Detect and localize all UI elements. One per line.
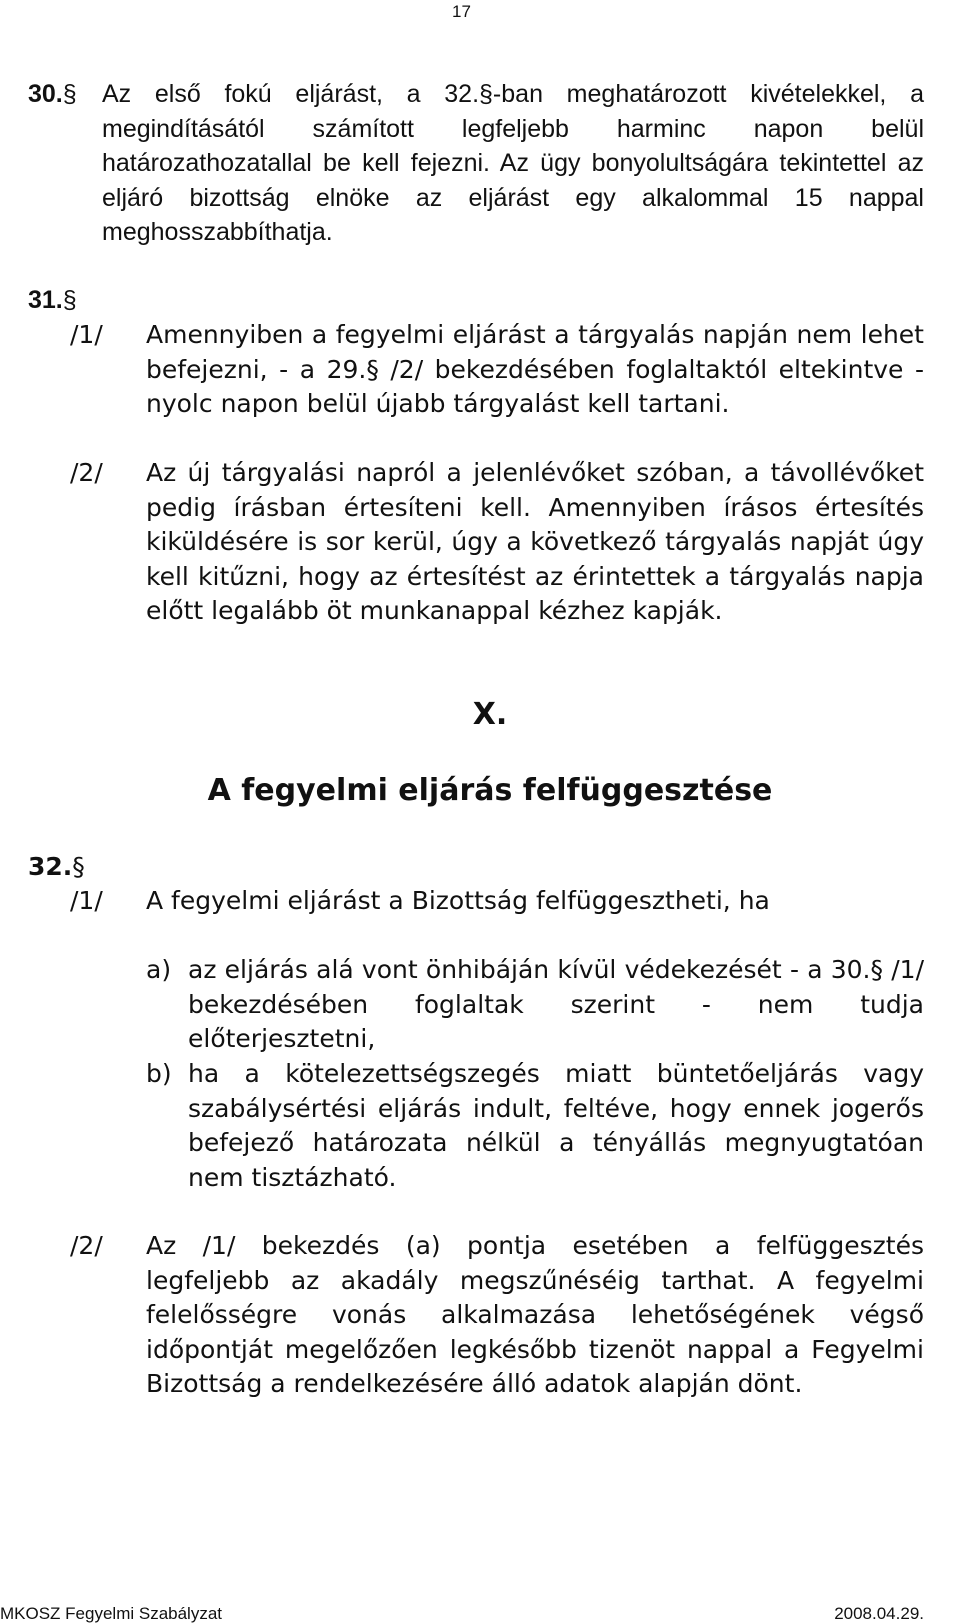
item-b-label: b) [146, 1059, 172, 1088]
chapter-title: A fegyelmi eljárás felfüggesztése [207, 773, 773, 808]
section-31-num-text: 31. [28, 286, 63, 314]
section-31-p1-text: Amennyiben a fegyelmi eljárást a tárgyalás napján nem lehet befejezni, - a 29.§ /2/ bekezdésében foglaltaktól eltekintve - nyolc napon belül újabb tárgyalást kell tartani. [146, 320, 924, 418]
section-32-number [28, 850, 85, 885]
section-32-num-text: 32. [28, 852, 73, 881]
section-32-p2-text: Az /1/ bekezdés (a) pontja esetében a felfüggesztés legfeljebb az akadály megszűnéséig tarthat. A fegyelmi felelősségre vonás alkalmazása lehetőségének végső időpontját megelőzően legkésőbb tizenöt nappal a Fegyelmi Bizottság a rendelkezésére álló adatok alapján dönt. [146, 1231, 924, 1398]
section-30-number [28, 77, 77, 112]
page-number: 17 [452, 2, 471, 21]
section-30-text: Az első fokú eljárást, a 32.§-ban meghatározott kivételekkel, a megindításától számított legfeljebb harminc napon belül határozathozatallal be kell fejezni. Az ügy bonyolultságára tekintettel az eljáró bizottság elnöke az eljárást egy alkalommal 15 nappal meghosszabbíthatja. [102, 80, 924, 246]
section-sign-icon: § [72, 852, 85, 881]
item-b-text: ha a kötelezettségszegés miatt büntetőeljárás vagy szabálysértési eljárás indult, feltéve, hogy ennek jogerős befejező határozata nélkül a tényállás megnyugtatóan nem tisztázható. [188, 1059, 924, 1192]
footer-right: 2008.04.29. [834, 1604, 924, 1623]
section-31-p2-text: Az új tárgyalási napról a jelenlévőket szóban, a távollévőket pedig írásban értesíteni kell. Amennyiben írásos értesítés kiküldésére is sor kerül, úgy a következő tárgyalás napját úgy kell kitűzni, hogy az értesítést az érintettek a tárgyalás napja előtt legalább öt munkanappal kézhez kapják. [146, 458, 924, 625]
section-31-p2-label: /2/ [70, 458, 103, 487]
chapter-number: X. [472, 697, 508, 732]
section-31-number [28, 283, 77, 318]
section-30-num-text: 30. [28, 80, 63, 108]
section-sign-icon: § [62, 286, 77, 314]
section-32-p2-label: /2/ [70, 1231, 103, 1260]
item-a-text: az eljárás alá vont önhibáján kívül védekezését - a 30.§ /1/ bekezdésében foglaltak szerint - nem tudja előterjesztetni, [188, 955, 924, 1053]
section-sign-icon: § [62, 80, 77, 108]
section-32-p1-label: /1/ [70, 886, 103, 915]
footer-left: MKOSZ Fegyelmi Szabályzat [0, 1604, 223, 1623]
section-31-p1-label: /1/ [70, 320, 103, 349]
section-32-p1-text: A fegyelmi eljárást a Bizottság felfüggesztheti, ha [146, 886, 770, 915]
item-a-label: a) [146, 955, 172, 984]
